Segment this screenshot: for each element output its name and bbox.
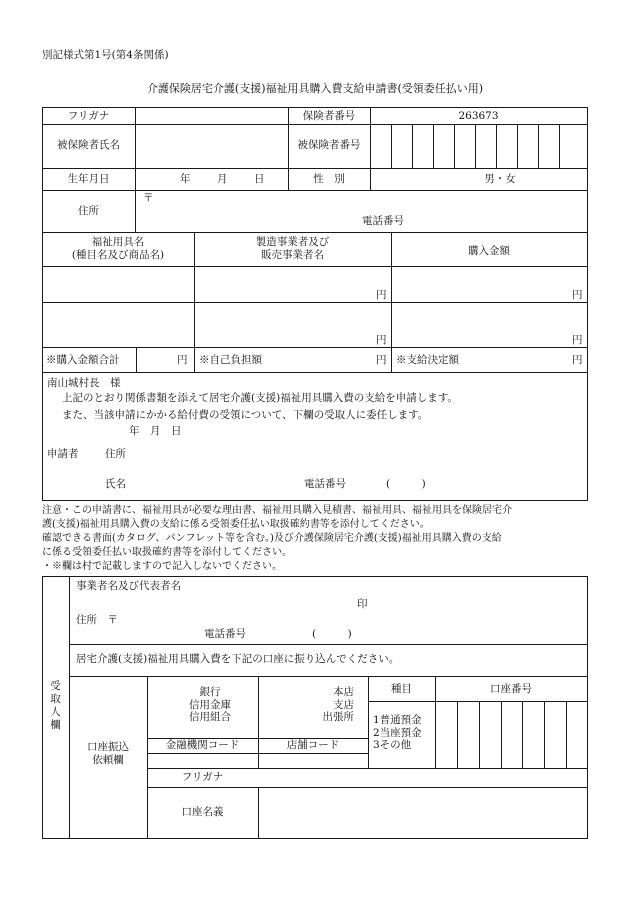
insurer-number-value: 263673 xyxy=(458,110,499,122)
insured-name-label: 被保険者氏名 xyxy=(57,139,120,151)
applicant-phone-paren: ( ) xyxy=(386,478,426,490)
bank-code-label: 金融機関コード xyxy=(165,739,240,751)
decided-yen: 円 xyxy=(572,354,583,366)
postal-mark: 〒 xyxy=(143,192,154,204)
note-line: ・※欄は村で記載しますので記入しないでください。 xyxy=(42,561,282,572)
account-type-label: 種目 xyxy=(391,683,412,695)
address-label: 住所 xyxy=(78,205,99,217)
maker-header: 製造事業者及び 販売事業者名 xyxy=(255,236,330,261)
decided-label: ※支給決定額 xyxy=(396,354,459,366)
application-line1: 上記のとおり関係書類を添えて居宅介護(支援)福祉用具購入費の支給を申請します。 xyxy=(62,392,458,404)
account-holder-label: 口座名義 xyxy=(181,806,224,818)
applicant-phone-label: 電話番号 xyxy=(304,478,346,490)
insurer-number-label: 保険者番号 xyxy=(302,110,356,122)
account-number-label: 口座番号 xyxy=(490,683,532,695)
receiver-side-label: 受 取 人 欄 xyxy=(50,680,61,731)
item1-maker-yen: 円 xyxy=(376,289,387,301)
dob-month: 月 xyxy=(217,173,228,185)
total-label: ※購入金額合計 xyxy=(46,354,120,366)
receiver-phone-label: 電話番号 xyxy=(204,628,246,640)
transfer-instruction: 居宅介護(支援)福祉用具購入費を下記の口座に振り込んでください。 xyxy=(76,653,400,665)
receiver-phone-paren: ( ) xyxy=(312,628,352,640)
branch-type-list: 本店 支店 出張所 xyxy=(322,686,354,724)
item2-price-yen: 円 xyxy=(572,334,583,346)
item1-price-yen: 円 xyxy=(572,289,583,301)
business-rep-label: 事業者名及び代表者名 xyxy=(76,580,181,592)
application-date: 年 月 日 xyxy=(129,425,182,437)
item-name-header: 福祉用具名 (種目名及び商品名) xyxy=(71,236,165,261)
applicant-name-label: 氏名 xyxy=(105,478,126,490)
dob-day: 日 xyxy=(254,173,265,185)
receiver-address-label: 住所 〒 xyxy=(76,614,118,626)
note-line: 護(支援)福祉用具購入費の支給に係る受領委任払い取扱確約書等を添付してください。 xyxy=(42,519,430,530)
dob-label: 生年月日 xyxy=(67,173,110,185)
applicant-address-label: 住所 xyxy=(105,448,126,460)
item2-maker-yen: 円 xyxy=(376,334,387,346)
application-line2: また、当該申請にかかる給付費の受領について、下欄の受取人に委任します。 xyxy=(62,409,429,421)
applicant-label: 申請者 xyxy=(47,448,79,460)
total-yen: 円 xyxy=(177,354,188,366)
self-pay-yen: 円 xyxy=(376,354,387,366)
note-line: 注意・この申請書に、福祉用具が必要な理由書、福祉用具購入見積書、福祉用具、福祉用具を保険居宅介 xyxy=(42,505,512,516)
insured-name-field[interactable] xyxy=(137,126,286,166)
sex-value[interactable]: 男・女 xyxy=(484,173,516,185)
form-reference: 別記様式第1号(第4条関係) xyxy=(42,49,169,61)
sex-label: 性 別 xyxy=(313,173,345,185)
insured-number-label: 被保険者番号 xyxy=(297,139,361,151)
price-header: 購入金額 xyxy=(468,245,510,257)
note-line: に係る受領委任払い取扱確約書等を添付してください。 xyxy=(42,547,292,558)
note-line: 確認できる書面(カタログ、パンフレット等を含む。)及び介護保険居宅介護(支援)福祉用具購入費の支給 xyxy=(42,533,502,544)
form-title: 介護保険居宅介護(支援)福祉用具購入費支給申請書(受領委任払い用) xyxy=(146,82,484,95)
branch-code-label: 店舗コード xyxy=(286,739,340,751)
transfer-request-label: 口座振込 依頼欄 xyxy=(87,741,129,766)
addressee: 南山城村長 様 xyxy=(47,377,121,389)
dob-year: 年 xyxy=(180,173,191,185)
bank-type-list: 銀行 信用金庫 信用組合 xyxy=(189,686,231,724)
seal-mark: 印 xyxy=(357,598,368,610)
furigana-label: フリガナ xyxy=(67,110,110,122)
account-type-options[interactable]: 1普通預金 2当座預金 3その他 xyxy=(373,714,422,752)
phone-label: 電話番号 xyxy=(362,215,404,227)
self-pay-label: ※自己負担額 xyxy=(199,354,262,366)
holder-furigana-label: フリガナ xyxy=(181,771,224,783)
